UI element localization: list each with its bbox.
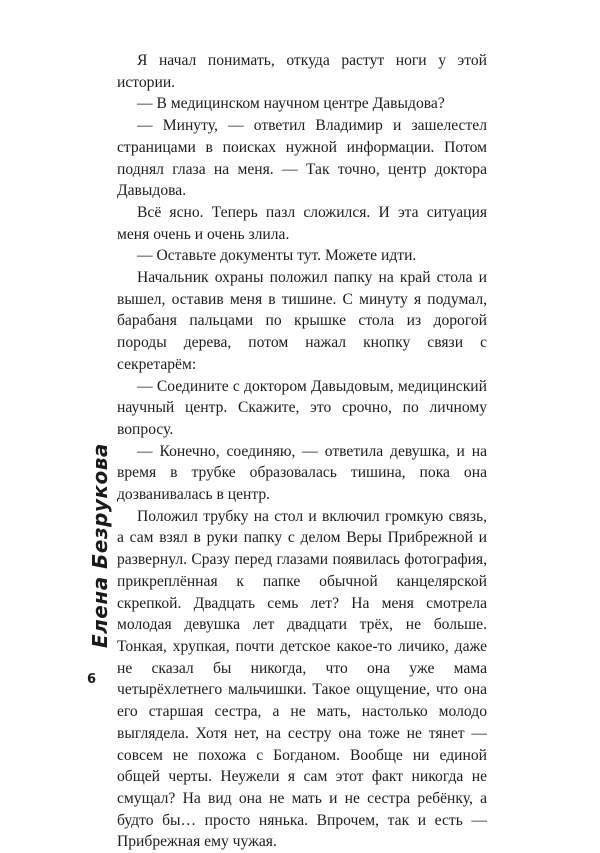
paragraph: Я начал понимать, откуда растут ноги у этой истории. <box>117 52 487 91</box>
paragraph: — Соедините с доктором Давыдовым, медицинский научный центр. Скажите, это срочно, по личному вопросу. <box>117 377 487 438</box>
paragraph: — Оставьте документы тут. Можете идти. <box>137 247 417 265</box>
author-name-vertical: Елена Безрукова <box>88 443 112 648</box>
paragraph: — Минуту, — ответил Владимир и зашелестел страницами в поисках нужной информации. Потом поднял глаза на меня. — Так точно, центр доктора Давыдова. <box>117 117 487 200</box>
paragraph: Начальник охраны положил папку на край стола и вышел, оставив меня в тишине. С минуту я подумал, барабаня пальцами по крышке стола из дорогой породы дерева, потом нажал кнопку связи с секретарём: <box>117 269 487 373</box>
paragraph: — Конечно, соединяю, — ответила девушка, и на время в трубке образовалась тишина, пока она дозванивалась в центр. <box>117 442 487 504</box>
paragraph: Всё ясно. Теперь пазл сложился. И эта ситуация меня очень и очень злила. <box>117 203 487 243</box>
body-text <box>117 50 487 853</box>
paragraph: Положил трубку на стол и включил громкую связь, а сам взял в руки папку с делом Веры Прибрежной и развернул. Сразу перед глазами появилась фотография, прикреплённая к папке обычной канцелярской скрепкой. Двадцать семь лет? На меня смотрела молодая девушка лет двадцати трёх, не больше. Тонкая, хрупкая, почти детское какое-то личико, даже не сказал бы никогда, что она уже мама четырёхлетнего мальчишки. Такое ощущение, что она его старшая сестра, а не мать, настолько молодо выглядела. Хотя нет, на сестру она тоже не тянет — совсем не похожа с Богданом. Вообще ни единой общей черты. Неужели я сам этот факт никогда не смущал? На вид она не мать и не сестра ребёнку, а будто бы… просто нянька. Впрочем, так и есть — Прибрежная ему чужая. <box>117 507 487 851</box>
page-number: 6 <box>87 672 97 687</box>
paragraph: — В медицинском научном центре Давыдова? <box>137 95 445 113</box>
